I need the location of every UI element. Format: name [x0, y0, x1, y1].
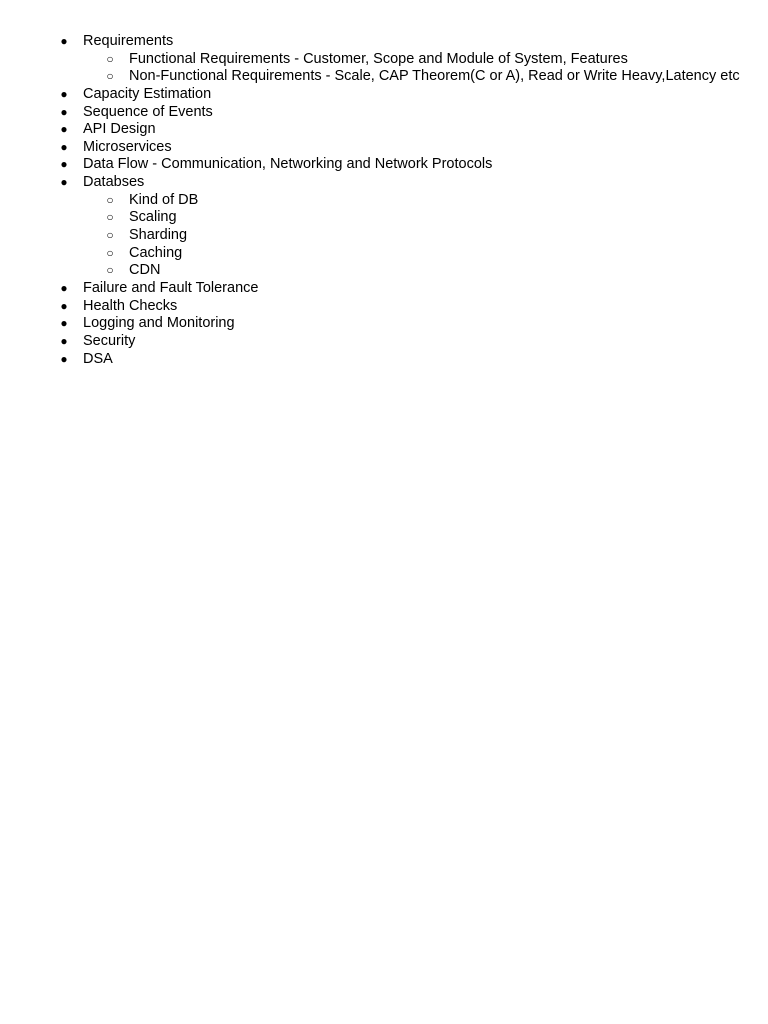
list-item-data-flow [0, 156, 740, 174]
list-item-label: Security [83, 332, 136, 349]
list-item-caching [0, 245, 740, 263]
hollow-bullet-icon: ○ [106, 228, 114, 243]
filled-bullet-icon: ● [60, 316, 68, 331]
list-item-label: Logging and Monitoring [83, 315, 235, 332]
bullet-list [0, 33, 740, 368]
list-item-label: Databses [83, 174, 145, 191]
list-item-label: Microservices [83, 138, 172, 155]
list-item-label: Caching [129, 244, 183, 261]
list-item-cdn [0, 262, 740, 280]
list-item-label: Health Checks [83, 297, 178, 314]
filled-bullet-icon: ● [60, 34, 68, 48]
list-item-label: CDN [129, 262, 161, 279]
list-item-failure-and-fault-tolerance [0, 280, 740, 298]
list-item-sequence-of-events [0, 104, 740, 122]
list-item-health-checks [0, 298, 740, 316]
filled-bullet-icon: ● [60, 104, 68, 119]
list-item-label: Sharding [129, 227, 188, 244]
list-item-requirements [0, 33, 740, 51]
filled-bullet-icon: ● [60, 122, 68, 137]
list-item-label: Failure and Fault Tolerance [83, 279, 259, 296]
list-item-databases [0, 174, 740, 192]
list-item-label: Kind of DB [129, 191, 199, 208]
hollow-bullet-icon: ○ [106, 51, 114, 66]
list-item-label: Functional Requirements - Customer, Scope and Module of System, Features [129, 50, 628, 67]
list-item-capacity-estimation [0, 86, 740, 104]
list-item-dsa [0, 351, 740, 369]
list-item-sharding [0, 227, 740, 245]
hollow-bullet-icon: ○ [106, 69, 114, 84]
filled-bullet-icon: ● [60, 351, 68, 366]
hollow-bullet-icon: ○ [106, 263, 114, 278]
filled-bullet-icon: ● [60, 333, 68, 348]
filled-bullet-icon: ● [60, 280, 68, 295]
filled-bullet-icon: ● [60, 86, 68, 101]
list-item-label: Capacity Estimation [83, 85, 212, 102]
list-item-label: Sequence of Events [83, 103, 213, 120]
list-item-label: DSA [83, 350, 113, 367]
list-item-label: Scaling [129, 209, 177, 226]
list-item-label: Data Flow - Communication, Networking and Network Protocols [83, 156, 493, 173]
filled-bullet-icon: ● [60, 139, 68, 154]
hollow-bullet-icon: ○ [106, 245, 114, 260]
filled-bullet-icon: ● [60, 157, 68, 172]
list-item-label: Requirements [83, 33, 174, 49]
hollow-bullet-icon: ○ [106, 210, 114, 225]
list-item-microservices [0, 139, 740, 157]
list-item-security [0, 333, 740, 351]
list-item-non-functional-requirements [0, 68, 740, 86]
list-item-kind-of-db [0, 192, 740, 210]
filled-bullet-icon: ● [60, 298, 68, 313]
list-item-label: Non-Functional Requirements - Scale, CAP Theorem(C or A), Read or Write Heavy,Latency etc [129, 68, 740, 85]
list-item-api-design [0, 121, 740, 139]
list-item-label: API Design [83, 121, 156, 138]
list-item-scaling [0, 209, 740, 227]
list-item-functional-requirements [0, 51, 740, 69]
list-item-logging-and-monitoring [0, 315, 740, 333]
filled-bullet-icon: ● [60, 175, 68, 190]
hollow-bullet-icon: ○ [106, 192, 114, 207]
